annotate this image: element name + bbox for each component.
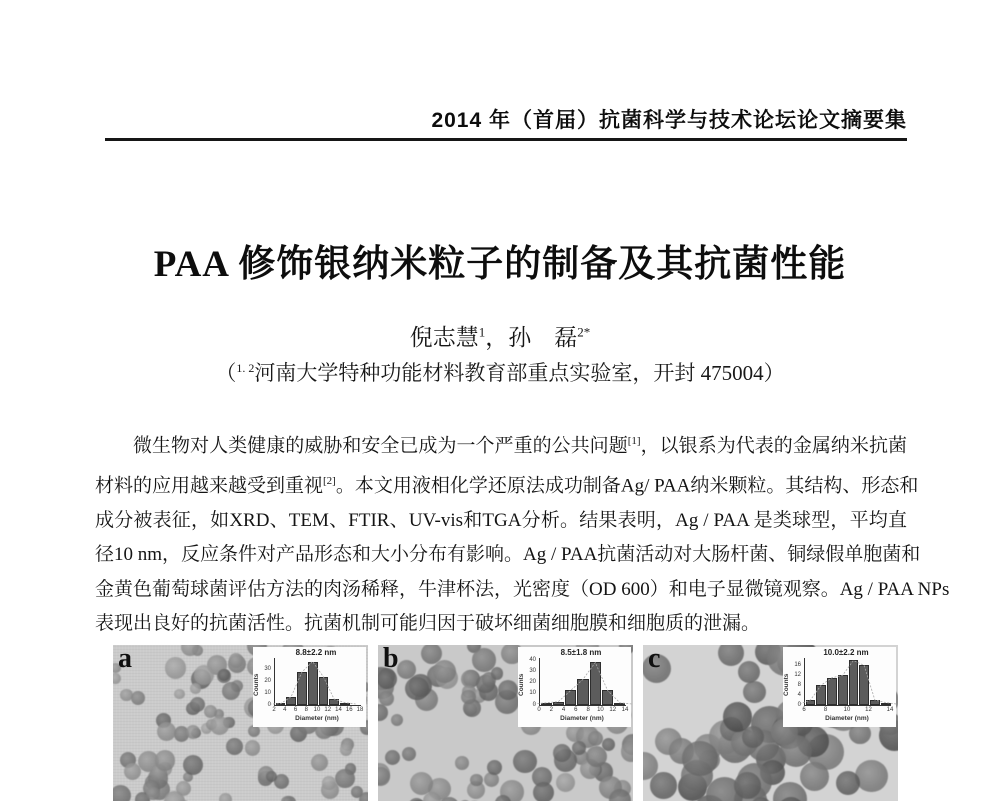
tem-particle — [718, 645, 744, 666]
citation-ref: [2] — [323, 474, 336, 487]
x-axis-tick-label: 6 — [574, 707, 578, 713]
x-axis-tick-label: 8 — [586, 707, 590, 713]
header-rule — [105, 138, 907, 141]
tem-particle — [402, 747, 416, 761]
tem-particle — [222, 682, 240, 700]
citation-ref: [1] — [627, 435, 641, 447]
tem-particle — [487, 760, 502, 775]
affiliation-close-paren: ） — [763, 361, 785, 385]
tem-micrograph-c — [643, 645, 898, 801]
histogram-title: 10.0±2.2 nm — [823, 648, 869, 657]
tem-particle — [650, 772, 676, 798]
y-axis-label: Counts — [783, 673, 790, 697]
authors-line — [0, 319, 1000, 352]
tem-particle — [245, 740, 260, 755]
tem-particle — [743, 681, 765, 703]
tem-particle — [734, 772, 761, 799]
panel-label-b: b — [383, 645, 399, 674]
tem-particle — [378, 767, 390, 785]
tem-particle — [800, 762, 829, 791]
tem-particle — [461, 690, 476, 705]
tem-particle — [174, 689, 184, 699]
author-affil-mark-1: 1 — [478, 324, 486, 340]
tem-particle — [190, 683, 201, 694]
y-axis-tick-label: 0 — [797, 701, 801, 708]
tem-particle — [588, 731, 603, 746]
y-axis-tick-label: 40 — [529, 656, 536, 663]
tem-particle — [738, 661, 760, 683]
x-axis-tick-label: 2 — [549, 707, 553, 713]
tem-particle — [186, 725, 200, 739]
x-axis-tick-label: 4 — [283, 707, 287, 713]
gaussian-fit-curve — [805, 658, 891, 705]
tem-particle — [621, 741, 633, 762]
y-axis-tick-label: 0 — [267, 701, 271, 708]
tem-particle — [183, 755, 203, 775]
author-name-2: 孙 磊 — [508, 325, 578, 350]
tem-particle — [455, 756, 468, 769]
tem-particle — [682, 741, 717, 776]
affiliation-open-paren: （ — [215, 361, 237, 385]
y-axis-tick-label: 12 — [794, 671, 801, 678]
x-axis-tick-label: 10 — [313, 707, 321, 713]
tem-particle — [855, 760, 887, 792]
x-axis-tick-label: 8 — [823, 707, 828, 713]
y-axis-label: Counts — [253, 673, 260, 697]
tem-particle — [190, 697, 205, 712]
tem-particle — [470, 774, 483, 787]
tem-particle — [385, 750, 400, 765]
tem-particle — [165, 657, 186, 678]
x-axis-tick-label: 18 — [356, 707, 364, 713]
tem-particle — [155, 750, 175, 770]
abstract-line: 微生物对人类健康的威胁和安全已成为一个严重的公共问题[1]，以银系为代表的金属纳米抗菌 — [133, 435, 907, 457]
x-axis-tick-label: 16 — [345, 707, 353, 713]
x-axis-label: Diameter (nm) — [295, 715, 339, 722]
x-axis-label: Diameter (nm) — [560, 715, 604, 722]
tem-particle — [359, 792, 368, 801]
x-axis-tick-label: 4 — [561, 707, 566, 713]
tem-particle — [397, 660, 416, 679]
x-axis-tick-label: 14 — [335, 707, 342, 713]
tem-particle — [281, 796, 293, 801]
y-axis-tick-label: 30 — [264, 666, 271, 673]
x-axis-tick-label: 10 — [597, 707, 604, 713]
booklet-title: 2014 年（首届）抗菌科学与技术论坛论文摘要集 — [431, 109, 907, 132]
y-axis-label: Counts — [518, 673, 525, 697]
tem-particle — [533, 782, 554, 801]
tem-particle — [513, 750, 537, 774]
abstract-line: 材料的应用越来越受到重视[2]。本文用液相化学还原法成功制备Ag/ PAA纳米颗粒。其结构、形态和 — [95, 474, 919, 497]
tem-particle — [556, 773, 575, 792]
x-axis-tick-label: 12 — [609, 707, 617, 713]
y-axis-tick-label: 10 — [529, 690, 536, 697]
histogram-title: 8.8±2.2 nm — [295, 648, 337, 657]
tem-particle — [322, 776, 335, 789]
tem-particle — [405, 677, 428, 700]
tem-particle — [219, 793, 232, 801]
y-axis-tick-label: 20 — [529, 679, 536, 686]
panel-label-c: c — [648, 645, 661, 674]
paper-title: PAA 修饰银纳米粒子的制备及其抗菌性能 — [153, 244, 847, 285]
y-axis-tick-label: 16 — [794, 661, 801, 668]
x-axis-tick-label: 10 — [843, 707, 851, 713]
y-axis-tick-label: 4 — [797, 691, 801, 698]
tem-particle — [157, 722, 176, 741]
x-axis-tick-label: 14 — [886, 707, 894, 713]
abstract-line: 表现出良好的抗菌活性。抗菌机制可能归因于破坏细菌细胞膜和细胞质的泄漏。 — [95, 613, 761, 635]
tem-particle — [113, 785, 131, 801]
tem-particle — [836, 771, 860, 795]
tem-particle — [340, 743, 353, 756]
tem-particle — [124, 763, 141, 780]
y-axis-tick-label: 0 — [532, 701, 536, 708]
authors-separator: ， — [485, 325, 509, 350]
author-name-1: 倪志慧 — [409, 325, 479, 350]
abstract-line: 成分被表征，如XRD、TEM、FTIR、UV-vis和TGA分析。结果表明，Ag / PAA 是类球型，平均直 — [95, 509, 907, 531]
tem-particle — [210, 716, 229, 735]
tem-particle — [335, 769, 355, 789]
tem-particle — [229, 653, 243, 667]
author-affil-mark-2: 2* — [577, 324, 591, 340]
size-histogram-inset-c — [783, 647, 896, 727]
tem-particle — [194, 665, 214, 685]
x-axis-label: Diameter (nm) — [825, 715, 869, 722]
tem-particle — [218, 669, 230, 681]
tem-particle — [433, 660, 456, 683]
x-axis-tick-label: 6 — [802, 707, 806, 713]
abstract-line: 径10 nm，反应条件对产品形态和大小分布有影响。Ag / PAA抗菌活动对大肠杆菌、铜绿假单胞菌和 — [95, 544, 921, 566]
x-axis-tick-label: 14 — [621, 707, 629, 713]
gaussian-fit-curve — [540, 658, 626, 705]
tem-micrograph-a — [113, 645, 368, 801]
tem-particle — [120, 689, 133, 702]
gaussian-fit-curve — [275, 658, 361, 705]
x-axis-tick-label: 0 — [537, 707, 541, 713]
tem-particle — [391, 714, 403, 726]
tem-particle — [226, 738, 243, 755]
tem-particle — [378, 704, 388, 721]
abstract-paragraph — [95, 424, 950, 642]
tem-particle — [311, 754, 328, 771]
x-axis-tick-label: 12 — [324, 707, 332, 713]
y-axis-tick-label: 20 — [264, 678, 271, 684]
x-axis-tick-label: 6 — [293, 707, 298, 713]
panel-label-a: a — [118, 645, 132, 674]
affiliation-line — [0, 357, 1000, 387]
x-axis-tick-label: 12 — [865, 707, 872, 713]
y-axis-tick-label: 10 — [264, 689, 271, 696]
affiliation-text: 河南大学特种功能材料教育部重点实验室，开封 475004 — [254, 361, 764, 385]
tem-particle — [553, 744, 572, 763]
tem-particle — [131, 691, 145, 705]
size-histogram-inset-a — [253, 647, 366, 727]
tem-micrograph-b — [378, 645, 633, 801]
histogram-title: 8.5±1.8 nm — [560, 648, 602, 657]
size-histogram-inset-b — [518, 647, 631, 727]
y-axis-tick-label: 30 — [529, 667, 536, 674]
x-axis-tick-label: 2 — [272, 707, 276, 713]
tem-particle — [491, 667, 504, 680]
y-axis-tick-label: 8 — [797, 681, 801, 688]
affiliation-sup: 1. 2 — [236, 361, 255, 375]
tem-particle — [723, 702, 753, 732]
x-axis-tick-label: 8 — [304, 707, 308, 713]
abstract-line: 金黄色葡萄球菌评估方法的肉汤稀释，牛津杯法，光密度（OD 600）和电子显微镜观察。Ag / PAA NPs — [95, 578, 950, 600]
